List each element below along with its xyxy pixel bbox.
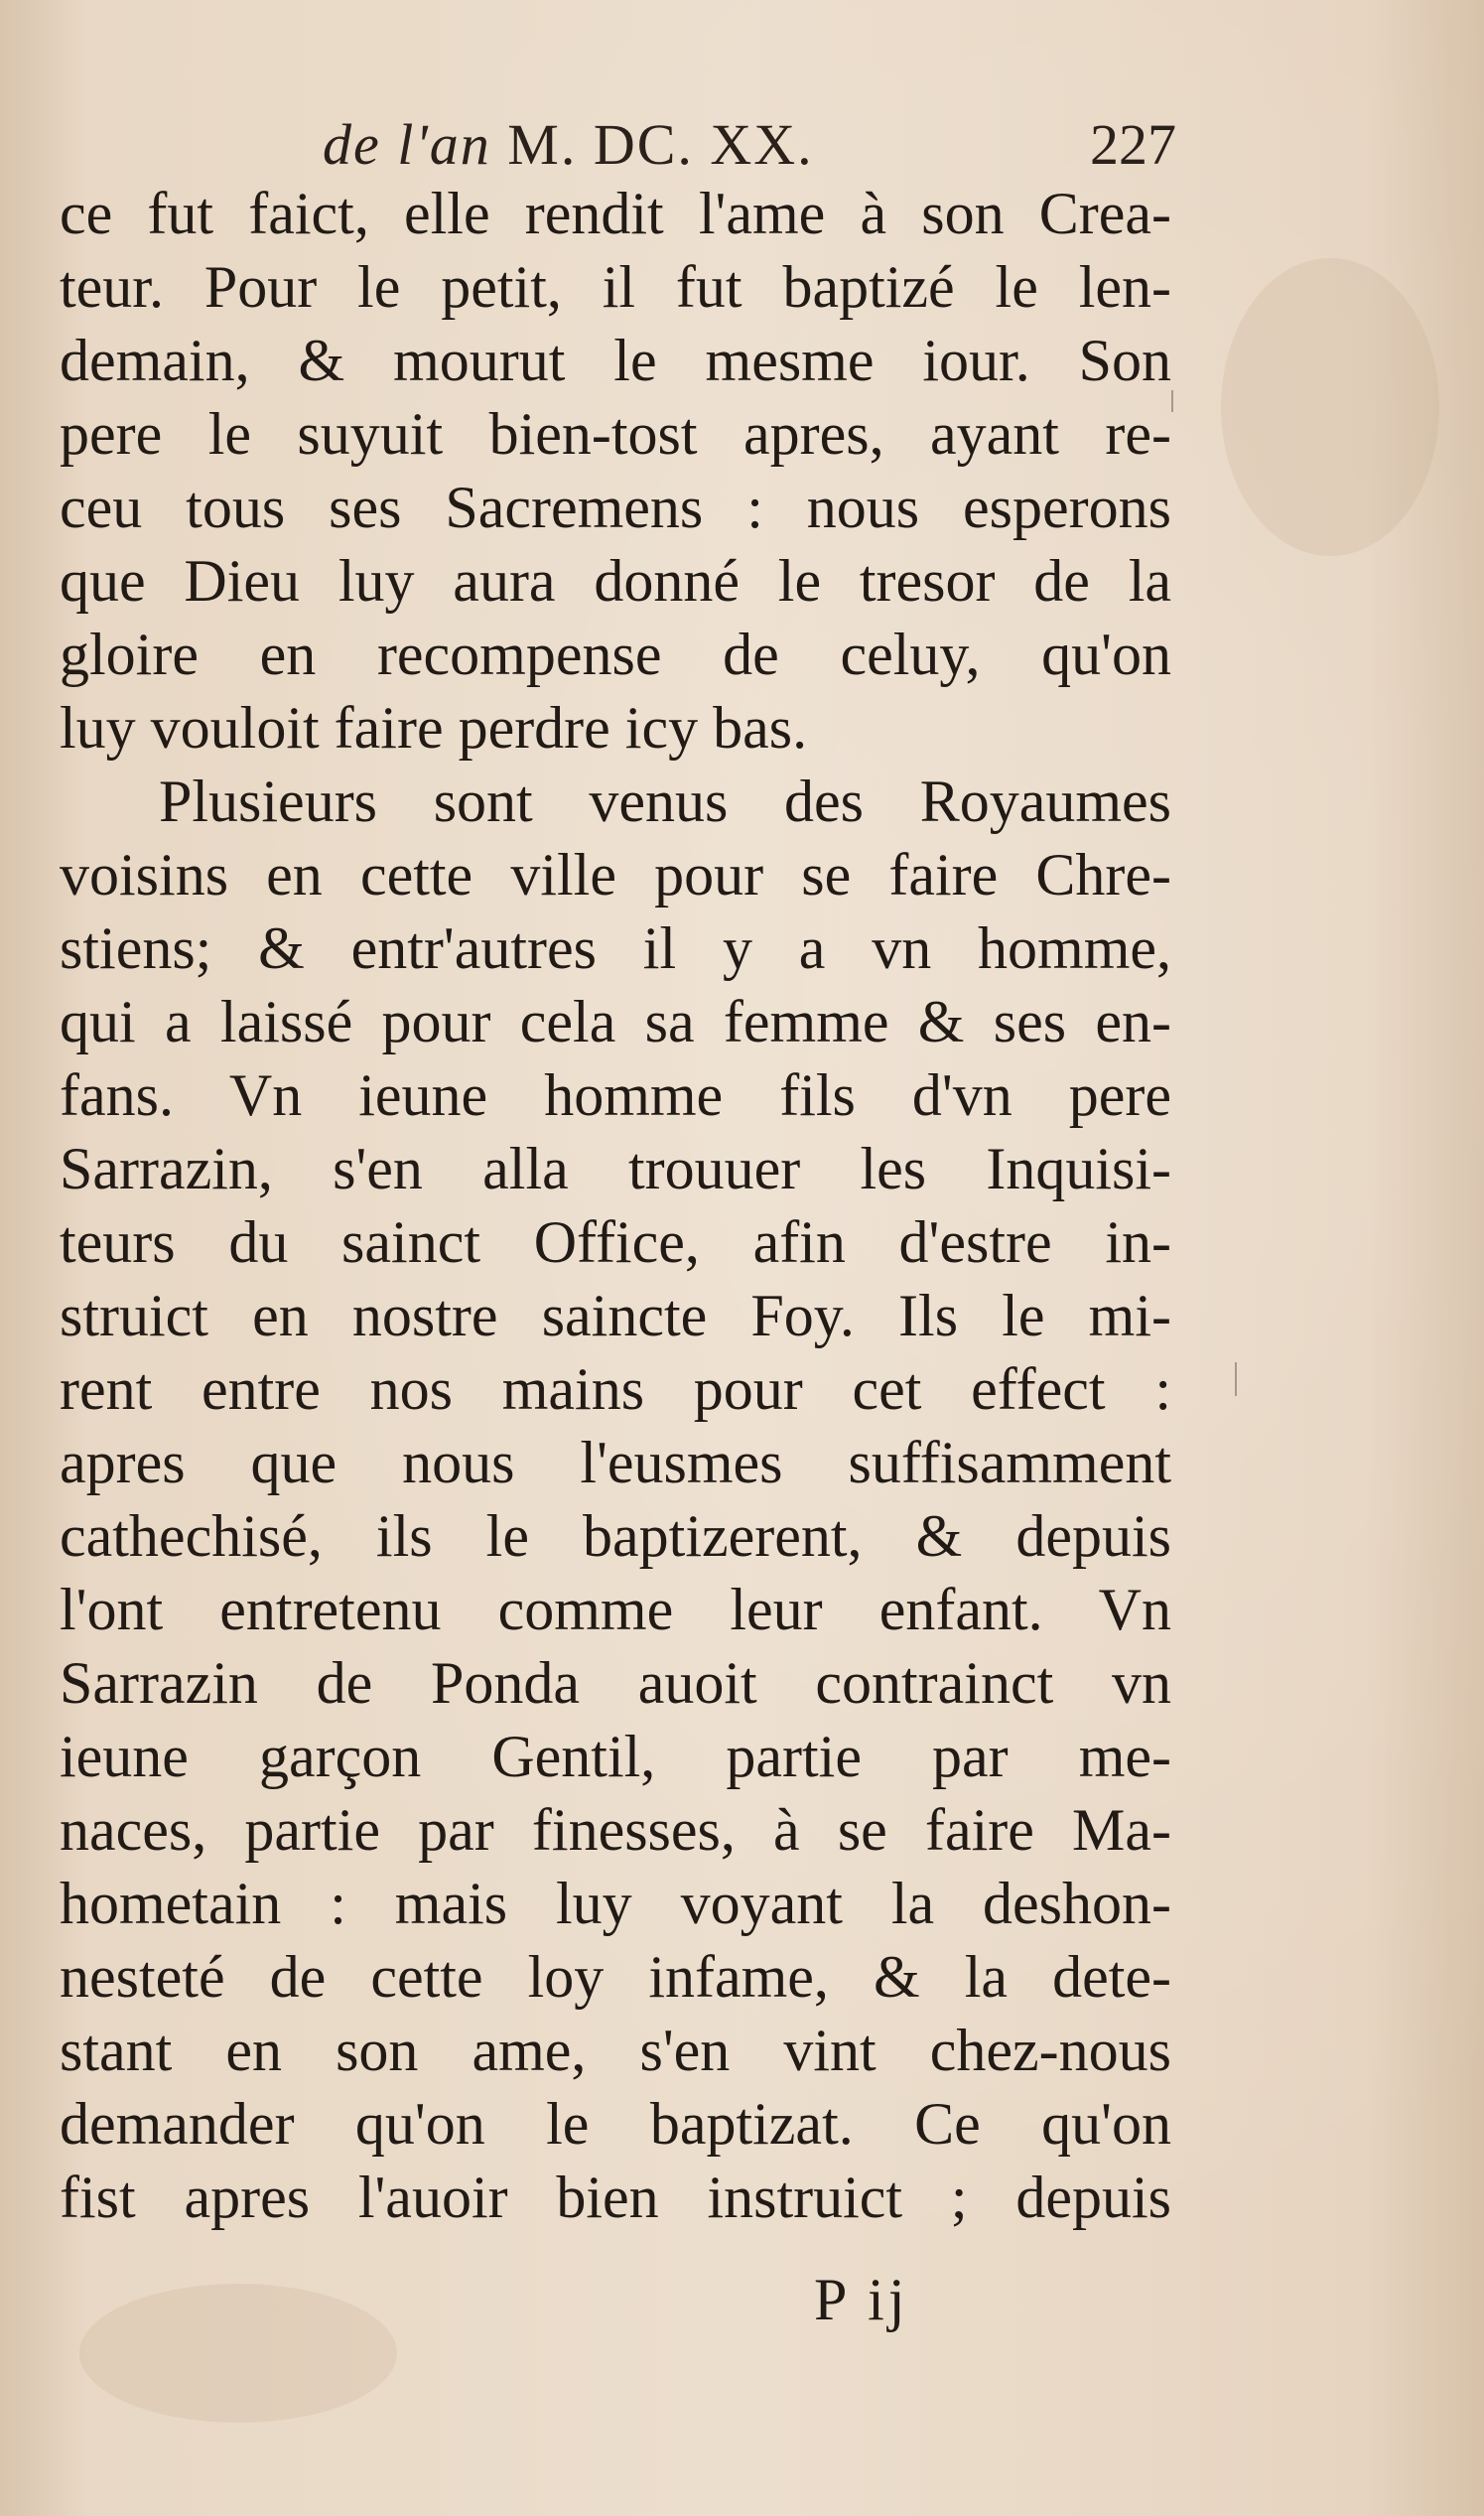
paper-stain (79, 2284, 397, 2423)
text-line: ieune garçon Gentil, partie par me- (60, 1724, 1171, 1789)
text-line: que Dieu luy aura donné le tresor de la (60, 548, 1171, 614)
text-line: naces, partie par finesses, à se faire Ma- (60, 1797, 1171, 1863)
text-line: qui a laissé pour cela sa femme & ses en- (60, 989, 1171, 1054)
body-text (60, 177, 1171, 2234)
text-line: demander qu'on le baptizat. Ce qu'on (60, 2091, 1171, 2157)
paper-stain (1221, 258, 1439, 556)
page-number: 227 (1090, 112, 1176, 177)
text-line: teurs du sainct Office, afin d'estre in- (60, 1209, 1171, 1275)
text-line: Sarrazin de Ponda auoit contrainct vn (60, 1650, 1171, 1716)
text-line: pere le suyuit bien-tost apres, ayant re- (60, 401, 1171, 467)
text-line: ce fut faict, elle rendit l'ame à son Crea- (60, 181, 1171, 246)
text-line: Sarrazin, s'en alla trouuer les Inquisi- (60, 1136, 1171, 1201)
text-line: fist apres l'auoir bien instruict ; depuis (60, 2165, 1171, 2230)
signature-mark: P ij (814, 2267, 909, 2332)
text-line: stant en son ame, s'en vint chez-nous (60, 2018, 1171, 2083)
text-line: voisins en cette ville pour se faire Chre- (60, 842, 1171, 908)
margin-mark (1171, 390, 1173, 412)
text-line: stiens; & entr'autres il y a vn homme, (60, 915, 1171, 981)
text-line: hometain : mais luy voyant la deshon- (60, 1871, 1171, 1936)
text-line: rent entre nos mains pour cet effect : (60, 1356, 1171, 1422)
text-line: struict en nostre saincte Foy. Ils le mi- (60, 1283, 1171, 1348)
text-line: nesteté de cette loy infame, & la dete- (60, 1944, 1171, 2010)
text-line: teur. Pour le petit, il fut baptizé le len- (60, 254, 1171, 320)
text-line: cathechisé, ils le baptizerent, & depuis (60, 1503, 1171, 1569)
text-line: luy vouloit faire perdre icy bas. (60, 695, 808, 761)
text-line: gloire en recompense de celuy, qu'on (60, 622, 1171, 687)
text-line: fans. Vn ieune homme fils d'vn pere (60, 1062, 1171, 1128)
running-title: de l'an M. DC. XX. (323, 112, 814, 177)
text-line: l'ont entretenu comme leur enfant. Vn (60, 1577, 1171, 1642)
paragraph-start-line: Plusieurs sont venus des Royaumes (159, 769, 1171, 834)
text-line: apres que nous l'eusmes suffisamment (60, 1430, 1171, 1495)
text-line: ceu tous ses Sacremens : nous esperons (60, 475, 1171, 540)
running-head (323, 111, 1176, 181)
text-line: demain, & mourut le mesme iour. Son (60, 328, 1171, 393)
margin-mark (1235, 1362, 1237, 1396)
